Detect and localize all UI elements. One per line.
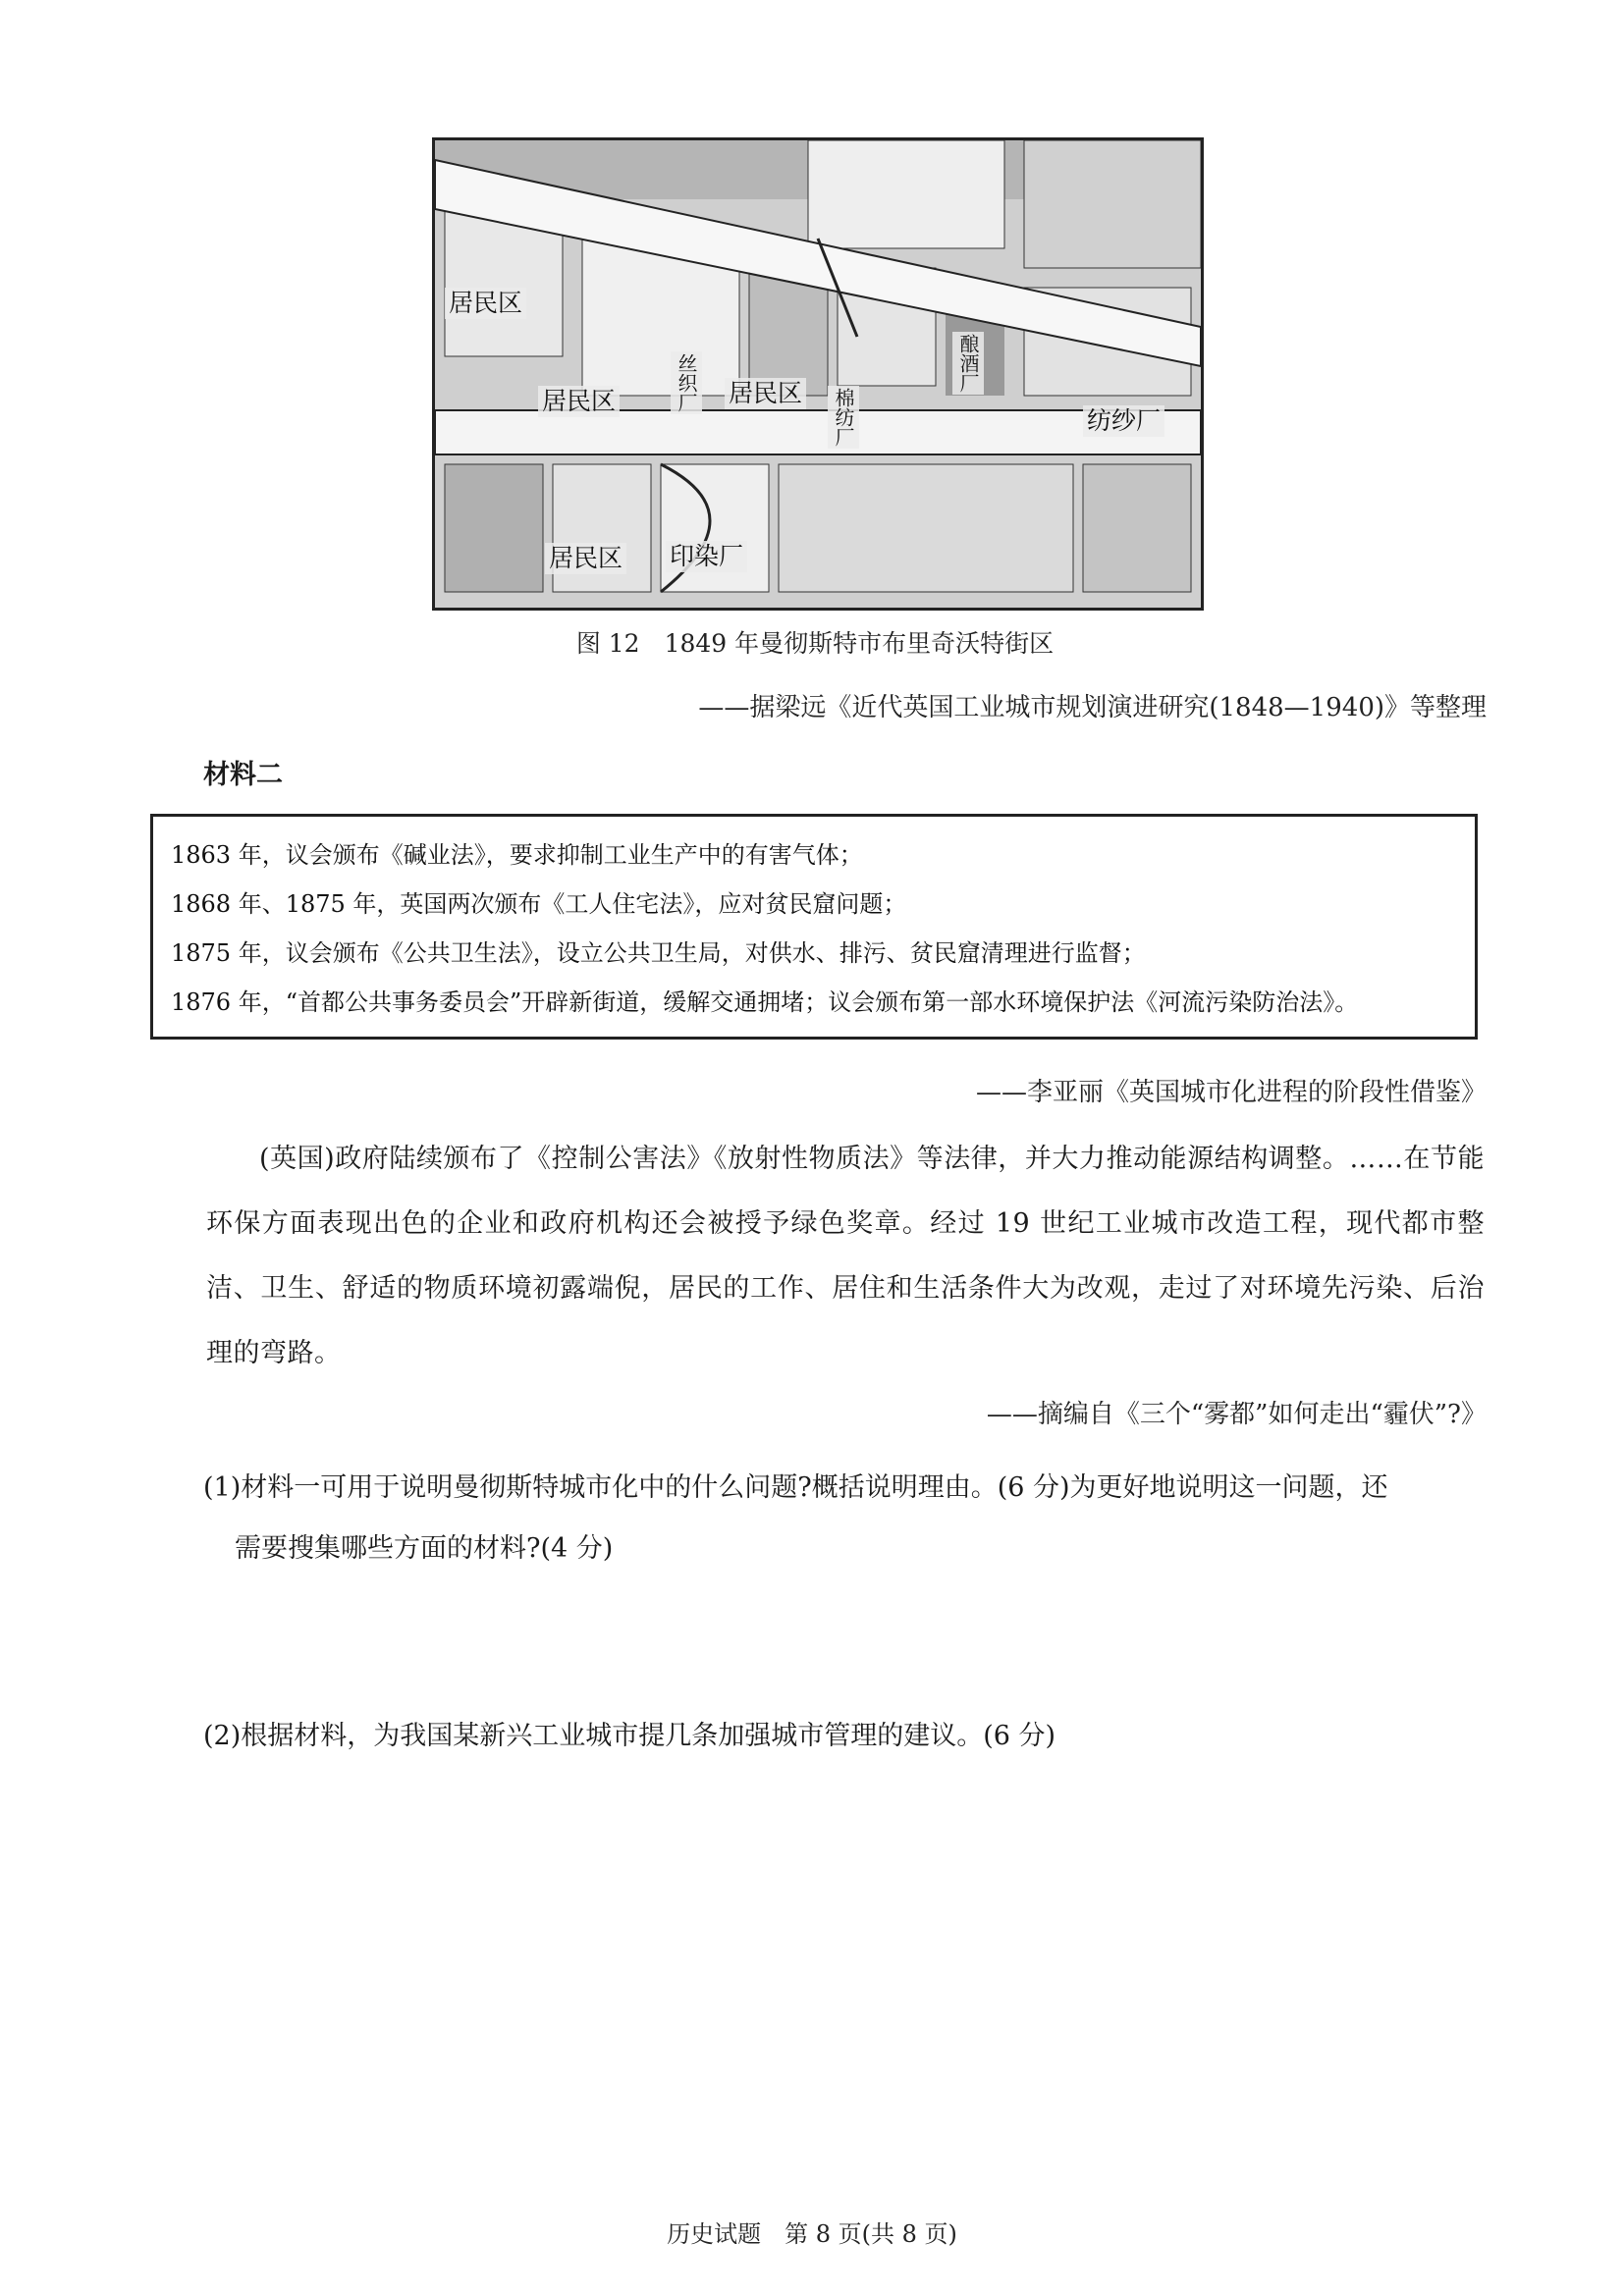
page-footer: 历史试题 第 8 页(共 8 页) bbox=[667, 2220, 957, 2248]
source-citation: ——摘编自《三个“雾都”如何走出“霾伏”?》 bbox=[986, 1400, 1487, 1429]
map-label-spinning-mill: 纺纱厂 bbox=[1083, 405, 1164, 437]
map-label-residential: 居民区 bbox=[725, 378, 806, 409]
map-label-dye-works: 印染厂 bbox=[666, 541, 747, 572]
map-label-residential: 居民区 bbox=[538, 386, 620, 417]
paragraph-text: (英国)政府陆续颁布了《控制公害法》《放射性物质法》等法律，并大力推动能源结构调整。……在节能环保方面表现出色的企业和政府机构还会被授予绿色奖章。经过 19 世纪工业城市改造工程，现代都市整洁、卫生、舒适的物质环境初露端倪，居民的工作、居住和生活条件大为改观，走过了对环境先污染、后治理的弯路。 bbox=[206, 1144, 1485, 1368]
law-item: 1876 年，“首都公共事务委员会”开辟新街道，缓解交通拥堵；议会颁布第一部水环境保护法《河流污染防治法》。 bbox=[171, 988, 1359, 1016]
question-1-line: 需要搜集哪些方面的材料?(4 分) bbox=[235, 1533, 614, 1564]
map-label-residential: 居民区 bbox=[545, 543, 626, 574]
map-drawing bbox=[435, 140, 1201, 608]
map-label-silk-factory: 丝织厂 bbox=[671, 351, 702, 414]
material-paragraph bbox=[206, 1127, 1485, 1386]
figure-caption: 图 12 1849 年曼彻斯特市布里奇沃特街区 bbox=[575, 629, 1055, 658]
map-label-residential: 居民区 bbox=[445, 288, 526, 319]
source-citation: ——据梁远《近代英国工业城市规划演进研究(1848—1940)》等整理 bbox=[698, 693, 1487, 722]
material-heading: 材料二 bbox=[203, 760, 283, 790]
map-figure bbox=[432, 137, 1204, 611]
law-item: 1875 年，议会颁布《公共卫生法》，设立公共卫生局，对供水、排污、贫民窟清理进行监督； bbox=[171, 939, 1146, 967]
source-citation: ——李亚丽《英国城市化进程的阶段性借鉴》 bbox=[975, 1078, 1487, 1107]
question-1-line: (1)材料一可用于说明曼彻斯特城市化中的什么问题?概括说明理由。(6 分)为更好地说明这一问题，还 bbox=[203, 1472, 1388, 1503]
law-item: 1868 年、1875 年，英国两次颁布《工人住宅法》，应对贫民窟问题； bbox=[171, 890, 907, 918]
law-list-box bbox=[150, 814, 1478, 1040]
map-label-cotton-mill: 棉纺厂 bbox=[828, 386, 859, 449]
map-label-brewery: 酿酒厂 bbox=[952, 332, 984, 395]
law-item: 1863 年，议会颁布《碱业法》，要求抑制工业生产中的有害气体； bbox=[171, 841, 863, 869]
question-1 bbox=[203, 1458, 1485, 1579]
question-2: (2)根据材料，为我国某新兴工业城市提几条加强城市管理的建议。(6 分) bbox=[203, 1721, 1056, 1751]
